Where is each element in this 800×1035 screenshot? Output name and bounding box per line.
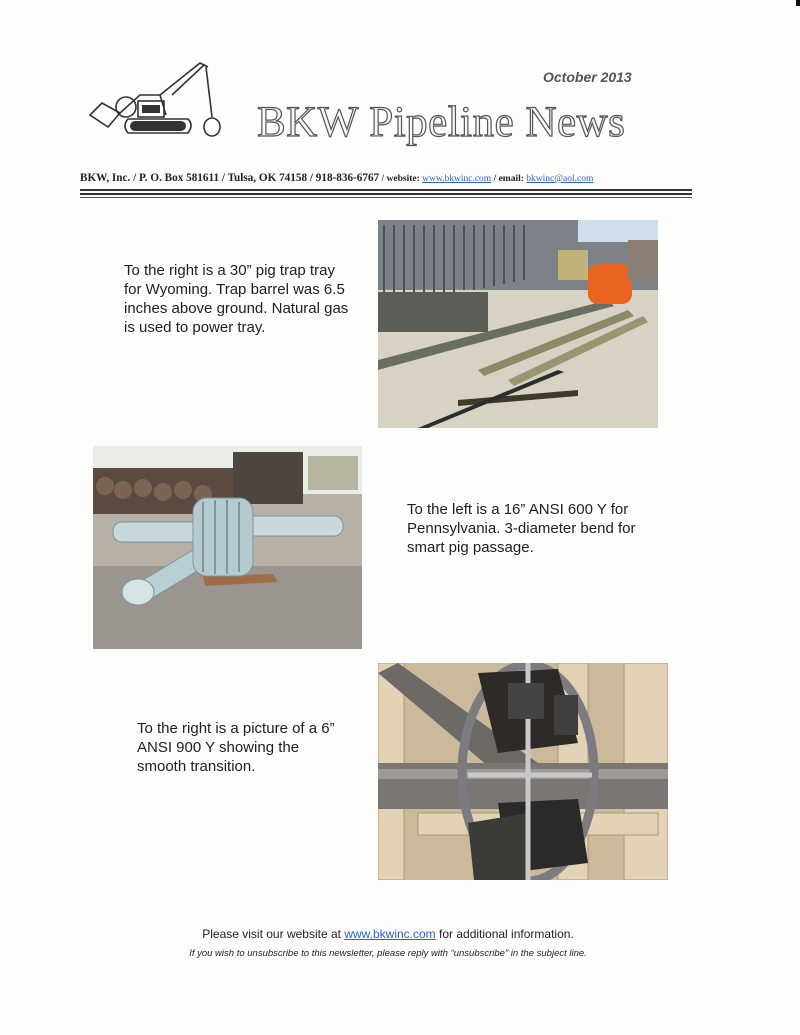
po-box: P. O. Box 581611 (138, 172, 220, 184)
header-rule (80, 197, 692, 198)
separator: / (219, 172, 228, 184)
header-rule (80, 193, 692, 195)
footer-text: for additional information. (435, 927, 574, 941)
separator: / (307, 172, 316, 184)
issue-date: October 2013 (543, 69, 632, 85)
article-ansi-600-text: To the left is a 16” ANSI 600 Y for Pennsylvania. 3-diameter bend for smart pig passage. (407, 501, 636, 556)
phone-number: 918-836-6767 (315, 172, 380, 184)
article-ansi-900-text: To the right is a picture of a 6” ANSI 900 Y showing the smooth transition. (137, 720, 335, 775)
header-rule (80, 189, 692, 191)
city: Tulsa, OK 74158 (227, 172, 308, 184)
ansi-900-y-photo (378, 663, 668, 880)
website-link[interactable]: www.bkwinc.com (422, 174, 492, 184)
article-pig-trap-text: To the right is a 30” pig trap tray for Wyoming. Trap barrel was 6.5 inches above ground. Natural gas is used to power tray. (124, 262, 349, 336)
website-label: / website: (379, 174, 423, 184)
footer-text: Please visit our website at (202, 927, 345, 941)
separator: / (130, 172, 139, 184)
pig-trap-tray-photo (378, 220, 658, 428)
pipelayer-crane-icon (80, 55, 230, 145)
footer-website-link[interactable]: www.bkwinc.com (344, 927, 436, 941)
email-label: / email: (491, 174, 527, 184)
contact-line (80, 172, 700, 184)
company-name: BKW, Inc. (80, 172, 131, 184)
newsletter-title: BKW Pipeline News (257, 99, 626, 146)
unsubscribe-note: If you wish to unsubscribe to this newsletter, please reply with “unsubscribe” in the subject line. (189, 948, 587, 959)
ansi-600-y-photo (93, 446, 362, 649)
scan-edge-mark (796, 0, 800, 6)
email-link[interactable]: bkwinc@aol.com (526, 174, 594, 184)
website-footer (0, 927, 776, 941)
